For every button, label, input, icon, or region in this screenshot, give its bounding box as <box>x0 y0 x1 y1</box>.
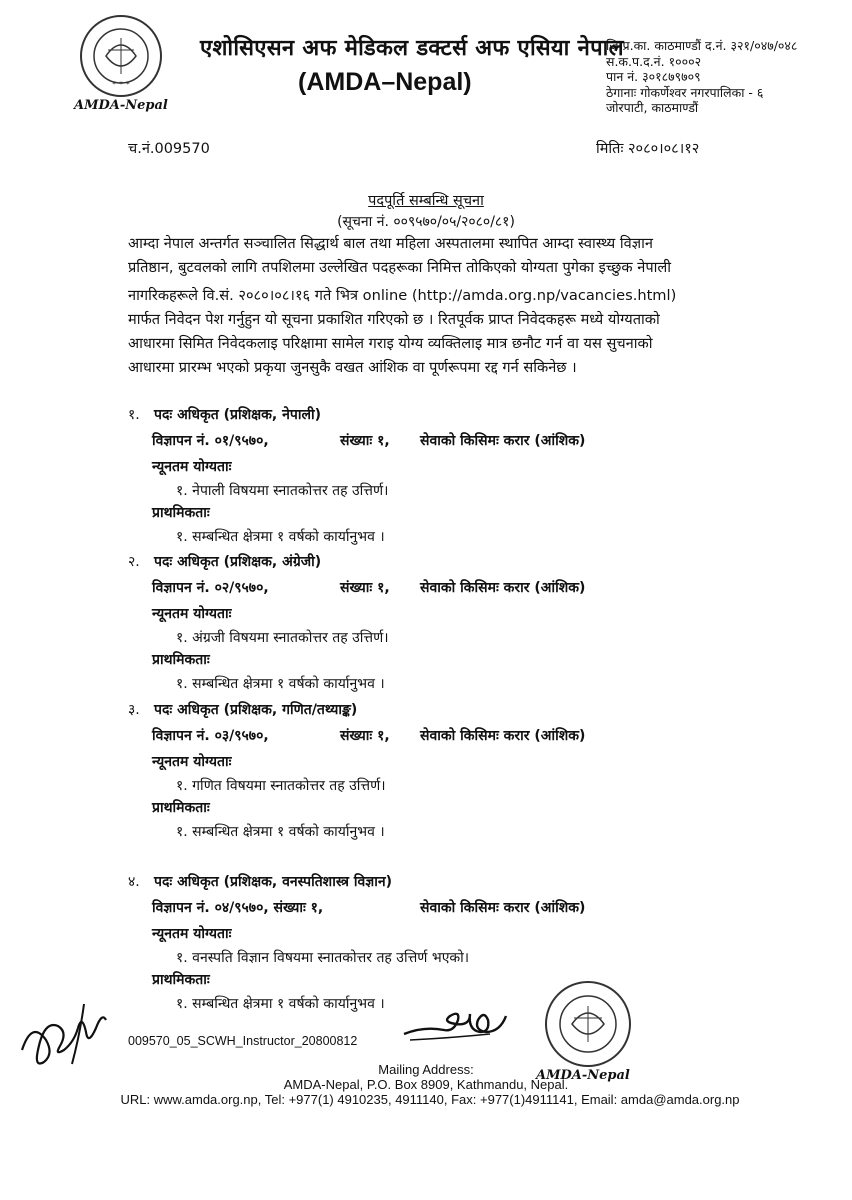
priority-label: प्राथमिकताः <box>152 800 210 816</box>
position-number: २. <box>128 554 140 570</box>
vacancy-count: संख्याः १, <box>340 728 390 744</box>
notice-body <box>128 232 734 380</box>
mailing-address: AMDA-Nepal, P.O. Box 8909, Kathmandu, Nepal. <box>283 1077 569 1092</box>
advertisement-number: विज्ञापन नं. ०१/९५७०, <box>152 433 269 449</box>
contact-line: URL: www.amda.org.np, Tel: +977(1) 4910235, 4911140, Fax: +977(1)4911141, Email: amda@amda.org.np <box>120 1092 740 1107</box>
position-title: पदः अधिकृत (प्रशिक्षक, वनस्पतिशास्त्र विज्ञान) <box>154 874 393 890</box>
position-number: ४. <box>128 874 140 890</box>
mailing-label: Mailing Address: <box>378 1062 474 1077</box>
vacancy-count: संख्याः १, <box>340 580 390 596</box>
notice-number: (सूचना नं. ००९५७०/०५/२०८०/८१) <box>337 214 515 230</box>
registration-line: ठेगानाः गोकर्णेश्वर नगरपालिका - ६ <box>606 84 764 100</box>
service-type: सेवाको किसिमः करार (आंशिक) <box>420 580 586 596</box>
position-number: ३. <box>128 702 140 718</box>
advertisement-number: विज्ञापन नं. ०४/९५७०, संख्याः १, <box>152 900 324 916</box>
document-code: 009570_05_SCWH_Instructor_20800812 <box>128 1034 358 1048</box>
footer <box>0 1062 852 1107</box>
registration-block <box>606 38 836 116</box>
notice-line: मार्फत निवेदन पेश गर्नुहुन यो सूचना प्रकाशित गरिएको छ । रितपूर्वक प्राप्त निवेदकहरू मध्ये योग्यताको <box>128 311 660 328</box>
priority-item: १. सम्बन्धित क्षेत्रमा १ वर्षको कार्यानुभव । <box>176 824 385 840</box>
svg-text:✶ ✶ ✶: ✶ ✶ ✶ <box>111 80 131 87</box>
position-number: १. <box>128 407 140 423</box>
min-qualification: १. गणित विषयमा स्नातकोत्तर तह उत्तिर्ण। <box>176 778 386 794</box>
notice-title-wrap <box>0 190 852 210</box>
signature-center-icon <box>400 1004 520 1054</box>
registration-line: स.क.प.द.नं. १०००२ <box>606 53 702 69</box>
registration-line: जोरपाटी, काठमाण्डौं <box>606 100 699 115</box>
registration-line: पान नं. ३०१८७९७०९ <box>606 69 701 84</box>
reference-number: च.नं.009570 <box>128 141 210 157</box>
vacancy-count: संख्याः १, <box>340 433 390 449</box>
position-title: पदः अधिकृत (प्रशिक्षक, गणित/तथ्याङ्क) <box>154 702 358 718</box>
notice-line: प्रतिष्ठान, बुटवलको लागि तपशिलमा उल्लेखित पदहरूका निमित्त तोकिएको योग्यता पुगेका इच्छुक नेपाली <box>128 259 672 276</box>
position-title: पदः अधिकृत (प्रशिक्षक, अंग्रेजी) <box>154 554 322 570</box>
min-qualification-label: न्यूनतम योग्यताः <box>152 606 232 622</box>
registration-line: जि.प्र.का. काठमाण्डौं द.नं. ३२१/०४७/०४८ <box>606 38 798 53</box>
min-qualification-label: न्यूनतम योग्यताः <box>152 754 232 770</box>
priority-label: प्राथमिकताः <box>152 505 210 521</box>
logo-seal-icon <box>68 12 178 102</box>
amda-logo <box>68 12 178 120</box>
min-qualification: १. नेपाली विषयमा स्नातकोत्तर तह उत्तिर्ण। <box>176 483 389 499</box>
stamp-seal-icon <box>530 978 640 1074</box>
priority-item: १. सम्बन्धित क्षेत्रमा १ वर्षको कार्यानुभव । <box>176 676 385 692</box>
notice-title: पदपूर्ति सम्बन्धि सूचना <box>368 193 484 209</box>
notice-line: आधारमा सिमित निवेदकलाइ परिक्षामा सामेल गराइ योग्य व्यक्तिलाइ मात्र छनौट गर्न वा यस सुचनाको <box>128 335 653 352</box>
org-name-english: (AMDA–Nepal) <box>298 68 472 96</box>
priority-item: १. सम्बन्धित क्षेत्रमा १ वर्षको कार्यानुभव । <box>176 529 385 545</box>
priority-label: प्राथमिकताः <box>152 972 210 988</box>
position-title: पदः अधिकृत (प्रशिक्षक, नेपाली) <box>154 407 321 423</box>
org-name-nepali: एशोसिएसन अफ मेडिकल डक्टर्स अफ एसिया नेपाल <box>200 36 624 61</box>
stamp-caption: AMDA-Nepal <box>536 1068 630 1083</box>
advertisement-number: विज्ञापन नं. ०२/९५७०, <box>152 580 269 596</box>
priority-item: १. सम्बन्धित क्षेत्रमा १ वर्षको कार्यानुभव । <box>176 996 385 1012</box>
service-type: सेवाको किसिमः करार (आंशिक) <box>420 728 586 744</box>
service-type: सेवाको किसिमः करार (आंशिक) <box>420 900 586 916</box>
min-qualification: १. अंग्रजी विषयमा स्नातकोत्तर तह उत्तिर्ण। <box>176 630 389 646</box>
service-type: सेवाको किसिमः करार (आंशिक) <box>420 433 586 449</box>
notice-date: मितिः २०८०।०८।१२ <box>596 141 700 157</box>
min-qualification-label: न्यूनतम योग्यताः <box>152 459 232 475</box>
min-qualification: १. वनस्पति विज्ञान विषयमा स्नातकोत्तर तह उत्तिर्ण भएको। <box>176 950 470 966</box>
notice-line: आम्दा नेपाल अन्तर्गत सञ्चालित सिद्धार्थ बाल तथा महिला अस्पतालमा स्थापित आम्दा स्वास्थ्य विज्ञान <box>128 235 653 252</box>
min-qualification-label: न्यूनतम योग्यताः <box>152 926 232 942</box>
notice-line: नागरिकहरूले वि.सं. २०८०।०८।१६ गते भित्र online (http://amda.org.np/vacancies.html) <box>128 287 677 304</box>
notice-line: आधारमा प्रारम्भ भएको प्रकृया जुनसुकै वखत आंशिक वा पूर्णरूपमा रद्द गर्न सकिनेछ । <box>128 359 577 376</box>
advertisement-number: विज्ञापन नं. ०३/९५७०, <box>152 728 269 744</box>
logo-caption: AMDA-Nepal <box>74 98 168 113</box>
priority-label: प्राथमिकताः <box>152 652 210 668</box>
